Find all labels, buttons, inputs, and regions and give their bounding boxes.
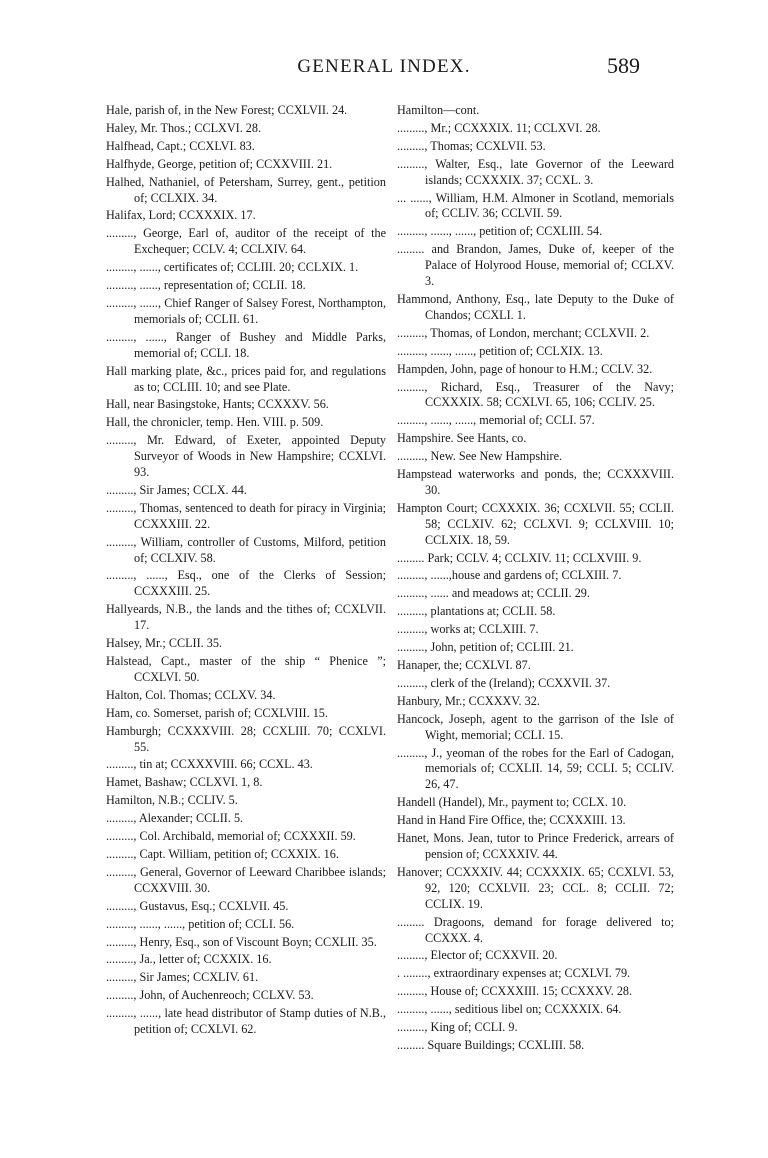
index-entry: ........., General, Governor of Leeward Charibbee islands; CCXXVIII. 30.	[106, 864, 386, 895]
index-entry: ........., Thomas, of London, merchant; CCLXVII. 2.	[397, 325, 650, 340]
index-entry: Hall, near Basingstoke, Hants; CCXXXV. 56.	[106, 397, 329, 412]
index-entry: Ham, co. Somerset, parish of; CCXLVIII. 15.	[106, 705, 328, 720]
index-entry: ........., Mr.; CCXXXIX. 11; CCLXVI. 28.	[397, 120, 601, 135]
index-entry: ........., ......, Ranger of Bushey and Middle Parks, memorial of; CCLI. 18.	[106, 329, 386, 360]
index-entry: ........., ......, ......, petition of; CCLXIX. 13.	[397, 343, 603, 358]
index-entry: ........., Walter, Esq., late Governor of the Leeward islands; CCXXXIX. 37; CCXL. 3.	[397, 156, 674, 187]
page-header	[0, 53, 768, 86]
index-entry: ........., ......, certificates of; CCLIII. 20; CCLXIX. 1.	[106, 260, 359, 275]
index-entry: ... ......, William, H.M. Almoner in Scotland, memorials of; CCLIV. 36; CCLVII. 59.	[397, 190, 674, 221]
index-entry: Hanet, Mons. Jean, tutor to Prince Frederick, arrears of pension of; CCXXXIV. 44.	[397, 831, 674, 861]
index-entry: Halfhyde, George, petition of; CCXXVIII. 21.	[106, 156, 333, 171]
index-entry: Halsey, Mr.; CCLII. 35.	[106, 636, 222, 651]
index-entry: ......... Square Buildings; CCXLIII. 58.	[397, 1037, 585, 1052]
index-entry: ........., New. See New Hampshire.	[397, 449, 563, 464]
index-entry: ........., Mr. Edward, of Exeter, appointed Deputy Surveyor of Woods in New Hampshire; CCXLVI. 93.	[106, 433, 386, 480]
index-entry: ........., John, of Auchenreoch; CCLXV. 53.	[106, 988, 314, 1003]
index-entry: . ........, extraordinary expenses at; CCXLVI. 79.	[397, 966, 631, 981]
index-entry: Hamet, Bashaw; CCLXVI. 1, 8.	[106, 775, 263, 790]
index-entry: ........., William, controller of Customs, Milford, petition of; CCLXIV. 58.	[106, 534, 386, 565]
index-column-left	[106, 103, 386, 1040]
index-entry: ........., Gustavus, Esq.; CCXLVII. 45.	[106, 898, 289, 913]
index-entry: Halifax, Lord; CCXXXIX. 17.	[106, 208, 256, 223]
index-entry: ........., plantations at; CCLII. 58.	[397, 604, 556, 619]
index-entry: Hallyeards, N.B., the lands and the tithes of; CCXLVII. 17.	[106, 602, 386, 633]
page-number: 589	[607, 53, 640, 78]
index-entry: Handell (Handel), Mr., payment to; CCLX. 10.	[397, 795, 627, 810]
index-entry: Hanbury, Mr.; CCXXXV. 32.	[397, 693, 540, 708]
index-entry: Halstead, Capt., master of the ship “ Phenice ”; CCXLVI. 50.	[106, 654, 386, 684]
index-entry: Halhed, Nathaniel, of Petersham, Surrey, gent., petition of; CCLXIX. 34.	[106, 174, 386, 205]
index-entry: Hampshire. See Hants, co.	[397, 431, 527, 446]
page-title: GENERAL INDEX.	[297, 56, 471, 77]
index-entry: Hamilton—cont.	[397, 103, 480, 117]
index-entry: ........., ......, Chief Ranger of Salsey Forest, Northampton, memorials of; CCLII. 61.	[106, 295, 386, 326]
index-entry: Hale, parish of, in the New Forest; CCXLVII. 24.	[106, 103, 348, 117]
index-entry: ........., ......,house and gardens of; CCLXIII. 7.	[397, 568, 622, 583]
index-entry: ........., Alexander; CCLII. 5.	[106, 811, 244, 826]
index-entry: ........., Capt. William, petition of; CCXXIX. 16.	[106, 846, 339, 861]
index-entry: ........., tin at; CCXXXVIII. 66; CCXL. 43.	[106, 757, 313, 772]
index-entry: ........., ......, ......, memorial of; CCLI. 57.	[397, 413, 595, 428]
index-entry: ........., Richard, Esq., Treasurer of the Navy; CCXXXIX. 58; CCXLVI. 65, 106; CCLIV. 25.	[397, 379, 674, 410]
index-entry: ........., King of; CCLI. 9.	[397, 1020, 518, 1035]
index-entry: ........., Thomas; CCXLVII. 53.	[397, 138, 546, 153]
index-entry: Hamburgh; CCXXXVIII. 28; CCXLIII. 70; CCXLVI. 55.	[106, 723, 386, 754]
index-entry: Hampstead waterworks and ponds, the; CCXXXVIII. 30.	[397, 467, 674, 497]
index-entry: ......... Park; CCLV. 4; CCLXIV. 11; CCLXVIII. 9.	[397, 550, 642, 565]
index-entry: ........., J., yeoman of the robes for the Earl of Cadogan, memorials of; CCXLII. 14, 59; CCLI. 5; CCLIV. 26, 47.	[397, 745, 674, 792]
index-entry: Hall, the chronicler, temp. Hen. VIII. p. 509.	[106, 415, 324, 430]
index-entry: ........., ...... and meadows at; CCLII. 29.	[397, 586, 590, 601]
index-entry: Hammond, Anthony, Esq., late Deputy to the Duke of Chandos; CCXLI. 1.	[397, 291, 674, 322]
index-entry: ........., House of; CCXXXIII. 15; CCXXXV. 28.	[397, 984, 633, 999]
index-entry: Hanover; CCXXXIV. 44; CCXXXIX. 65; CCXLVI. 53, 92, 120; CCXLVII. 23; CCL. 8; CCLII. 72; CCLIX. 19.	[397, 864, 674, 911]
index-entry: Hanaper, the; CCXLVI. 87.	[397, 658, 531, 672]
index-entry: ........., ......, ......, petition of; CCXLIII. 54.	[397, 224, 603, 239]
index-entry: ........., John, petition of; CCLIII. 21.	[397, 640, 574, 655]
index-entry: Halfhead, Capt.; CCXLVI. 83.	[106, 138, 255, 153]
index-entry: Halton, Col. Thomas; CCLXV. 34.	[106, 687, 276, 702]
index-entry: ........., Elector of; CCXXVII. 20.	[397, 948, 558, 963]
index-entry: ........., Ja., letter of; CCXXIX. 16.	[106, 952, 272, 967]
index-entry: ........., ......, representation of; CCLII. 18.	[106, 278, 306, 293]
index-entry: ........., ......, Esq., one of the Clerks of Session; CCXXXIII. 25.	[106, 568, 386, 599]
index-entry: ........., George, Earl of, auditor of the receipt of the Exchequer; CCLV. 4; CCLXIV. 64.	[106, 226, 386, 257]
index-entry: Hamilton, N.B.; CCLIV. 5.	[106, 793, 238, 808]
index-entry: Hampton Court; CCXXXIX. 36; CCXLVII. 55; CCLII. 58; CCLXIV. 62; CCLXVI. 9; CCLXVIII. 10; CCLXIX. 18, 59.	[397, 500, 674, 547]
index-entry: ........., Henry, Esq., son of Viscount Boyn; CCXLII. 35.	[106, 934, 377, 949]
index-entry: Hancock, Joseph, agent to the garrison of the Isle of Wight, memorial; CCLI. 15.	[397, 711, 674, 742]
index-entry: ........., ......, late head distributor of Stamp duties of N.B., petition of; CCXLVI. 62.	[106, 1006, 386, 1037]
index-entry: ........., Sir James; CCLX. 44.	[106, 482, 247, 497]
index-entry: Hand in Hand Fire Office, the; CCXXXIII. 13.	[397, 813, 626, 828]
index-entry: Hall marking plate, &c., prices paid for, and regulations as to; CCLIII. 10; and see Plate.	[106, 363, 386, 394]
index-entry: ........., ......, ......, petition of; CCLI. 56.	[106, 916, 295, 931]
index-entry: ........., Sir James; CCXLIV. 61.	[106, 970, 259, 985]
index-entry: ........., ......, seditious libel on; CCXXXIX. 64.	[397, 1002, 622, 1017]
index-entry: ......... Dragoons, demand for forage delivered to; CCXXX. 4.	[397, 914, 674, 945]
index-entry: Hampden, John, page of honour to H.M.; CCLV. 32.	[397, 361, 653, 376]
index-entry: ......... and Brandon, James, Duke of, keeper of the Palace of Holyrood House, memorial of; CCLXV. 3.	[397, 242, 674, 289]
index-entry: ........., Thomas, sentenced to death for piracy in Virginia; CCXXXIII. 22.	[106, 500, 386, 531]
index-entry: ........., Col. Archibald, memorial of; CCXXXII. 59.	[106, 829, 356, 844]
index-entry: Haley, Mr. Thos.; CCLXVI. 28.	[106, 120, 262, 135]
index-column-right	[397, 103, 674, 1056]
index-entry: ........., clerk of the (Ireland); CCXXVII. 37.	[397, 675, 611, 690]
index-entry: ........., works at; CCLXIII. 7.	[397, 622, 539, 637]
